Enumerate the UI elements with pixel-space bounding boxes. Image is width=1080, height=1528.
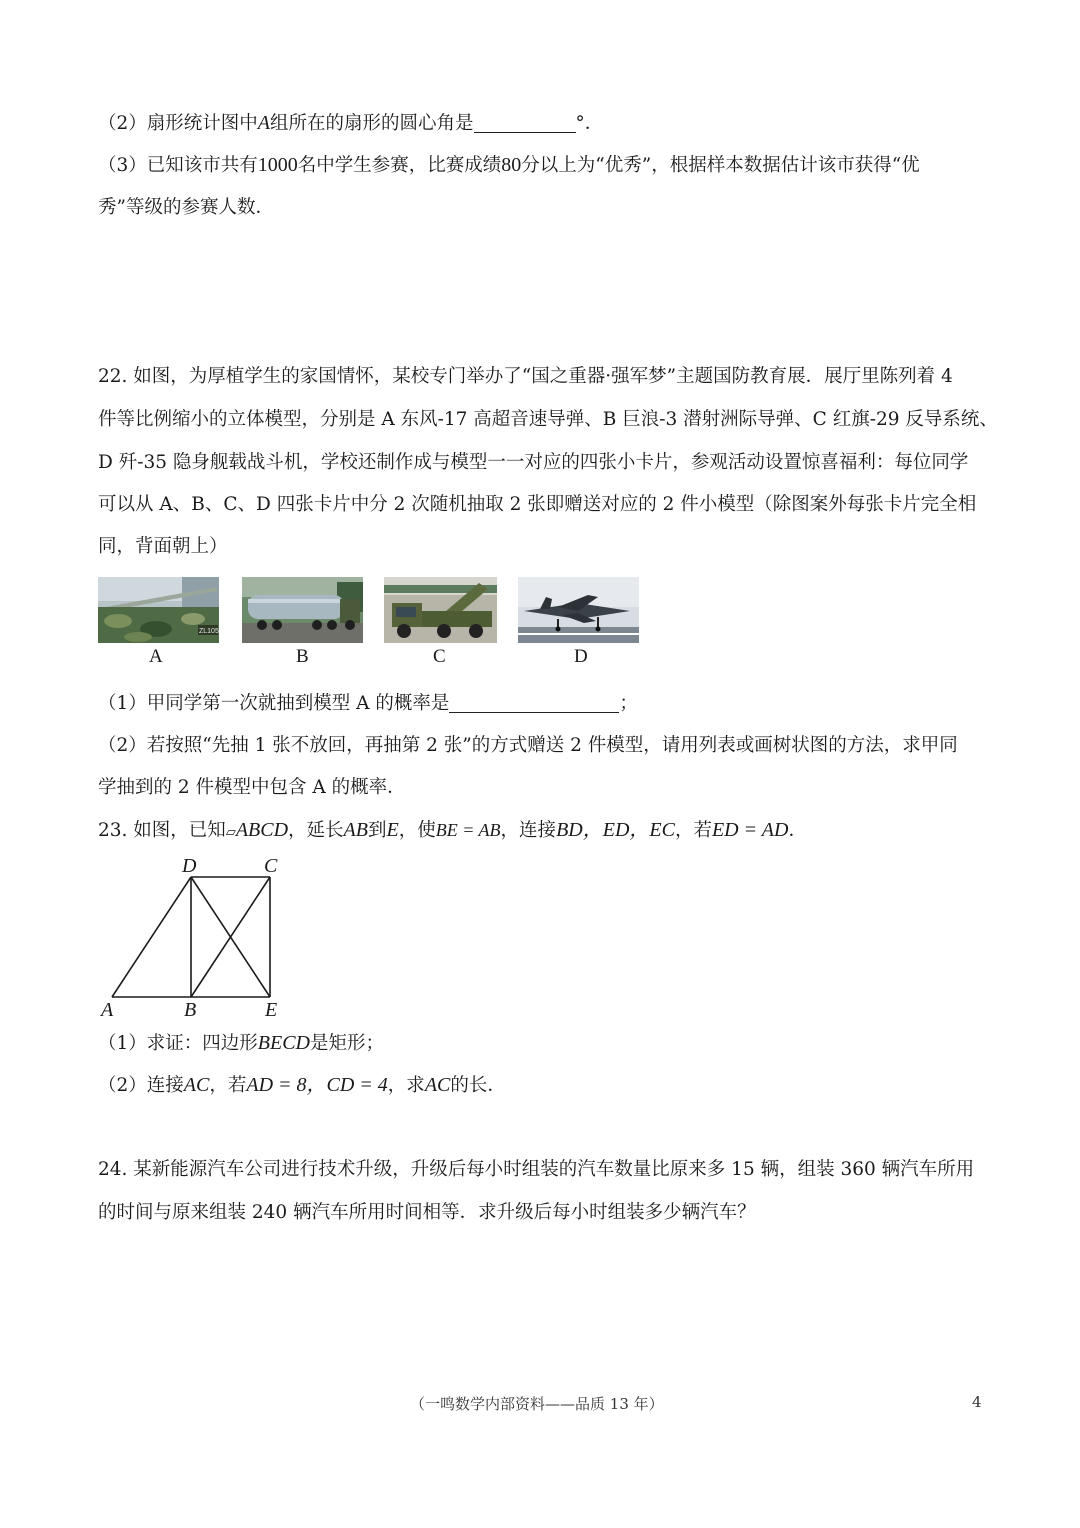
q22-stem-line2: 件等比例缩小的立体模型，分别是 A 东风-17 高超音速导弹、B 巨浪-3 潜射洲际导弹、C 红旗-29 反导系统、 [98, 409, 998, 430]
launcher-truck-icon [384, 577, 497, 643]
model-b-label: B [296, 646, 309, 667]
page-number: 4 [972, 1393, 982, 1411]
q22-stem-line5: 同，背面朝上） [98, 536, 228, 557]
q22-stem-line1: 22. 如图，为厚植学生的家国情怀，某校专门举办了“国之重器·强军梦”主题国防教育展．展厅里陈列着 4 [98, 366, 953, 387]
answer-blank-probability[interactable] [449, 694, 619, 713]
model-c-label: C [433, 646, 446, 667]
q23-stem: 23. 如图，已知▱ABCD，延长AB到E，使BE = AB，连接BD，ED，EC，若ED = AD． [98, 819, 807, 841]
q23-sub1: （1）求证：四边形BECD是矩形； [98, 1032, 385, 1054]
answer-blank-angle[interactable] [474, 114, 576, 133]
model-d-image [518, 577, 639, 643]
point-c-label: C [264, 855, 278, 877]
q22-sub2-line1: （2）若按照“先抽 1 张不放回，再抽第 2 张”的方式赠送 2 件模型，请用列表或画树状图的方法，求甲同 [98, 735, 958, 756]
point-e-label: E [265, 999, 278, 1021]
q24-line1: 24. 某新能源汽车公司进行技术升级，升级后每小时组装的汽车数量比原来多 15 辆，组装 360 辆汽车所用 [98, 1159, 975, 1180]
svg-text:ZL105: ZL105 [199, 628, 219, 635]
missile-canister-icon [242, 577, 363, 643]
q22-stem-line3: D 歼-35 隐身舰载战斗机，学校还制作成与模型一一对应的四张小卡片，参观活动设置惊喜福利：每位同学 [98, 452, 969, 473]
point-a-label: A [101, 999, 114, 1021]
q21-part3-line2: 秀”等级的参赛人数． [98, 197, 274, 218]
q21-part3-line1: （3）已知该市共有1000名中学生参赛，比赛成绩80分以上为“优秀”，根据样本数据估计该市获得“优 [98, 154, 920, 176]
footer-text: （一鸣数学内部资料——品质 13 年） [410, 1395, 664, 1413]
q22-sub1: （1）甲同学第一次就抽到模型 A 的概率是 ； [98, 693, 638, 714]
q23-sub2: （2）连接AC，若AD = 8，CD = 4，求AC的长． [98, 1074, 506, 1096]
model-d-label: D [574, 646, 588, 667]
geometry-figure [98, 852, 298, 1024]
q24-line2: 的时间与原来组装 240 辆汽车所用时间相等．求升级后每小时组装多少辆汽车？ [98, 1202, 756, 1223]
point-d-label: D [182, 855, 197, 877]
model-c-image [384, 577, 505, 643]
segment-ad [112, 877, 191, 997]
point-b-label: B [184, 999, 197, 1021]
q22-stem-line4: 可以从 A、B、C、D 四张卡片中分 2 次随机抽取 2 张即赠送对应的 2 件小模型（除图案外每张卡片完全相 [98, 494, 977, 515]
model-a-label: A [149, 646, 163, 667]
missile-truck-icon [98, 577, 219, 643]
fighter-jet-icon [518, 577, 639, 643]
q22-sub2-line2: 学抽到的 2 件模型中包含 A 的概率． [98, 777, 406, 798]
model-b-image [242, 577, 363, 643]
model-a-image [98, 577, 219, 643]
q21-part2: （2）扇形统计图中A组所在的扇形的圆心角是 °． [98, 112, 604, 134]
